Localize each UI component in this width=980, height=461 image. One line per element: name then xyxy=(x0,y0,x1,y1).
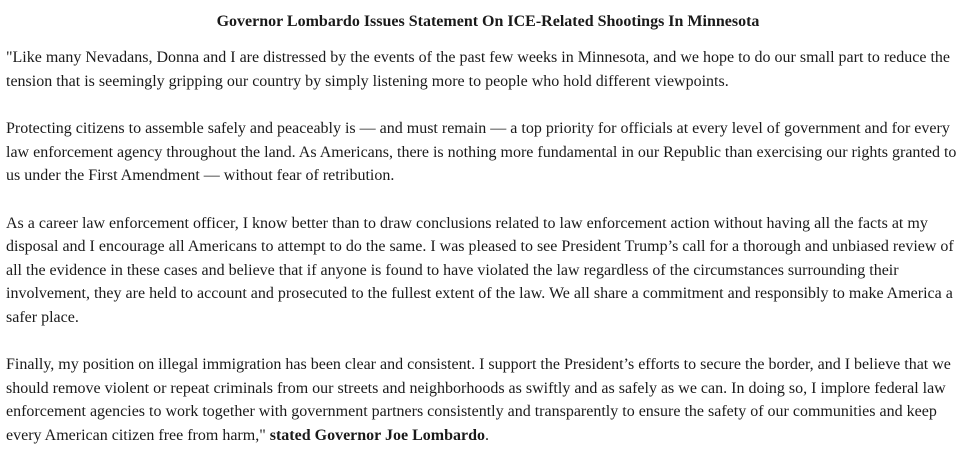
statement-attribution: stated Governor Joe Lombardo xyxy=(269,426,485,444)
statement-title: Governor Lombardo Issues Statement On ICE-Related Shootings In Minnesota xyxy=(216,13,760,30)
statement-paragraph-4 xyxy=(6,353,962,447)
statement-paragraph-3: As a career law enforcement officer, I know better than to draw conclusions related to law enforcement action without having all the facts at my disposal and I encourage all Americans to attempt to do the same. I was pleased to see President Trump’s call for a thorough and unbiased review of all the evidence in these cases and believe that if anyone is found to have violated the law regardless of the circumstances surrounding their involvement, they are held to account and prosecuted to the fullest extent of the law. We all share a commitment and responsibly to make America a safer place. xyxy=(6,214,954,326)
statement-paragraph-2: Protecting citizens to assemble safely and peaceably is — and must remain — a top priority for officials at every level of government and for every law enforcement agency throughout the land. As Americans, there is nothing more fundamental in our Republic than exercising our rights granted to us under the First Amendment — without fear of retribution. xyxy=(6,120,957,184)
statement-paragraph-4-text: Finally, my position on illegal immigration has been clear and consistent. I support the President’s efforts to secure the border, and I believe that we should remove violent or repeat criminals from our streets and neighborhoods as swiftly and as safely as we can. In doing so, I implore federal law enforcement agencies to work together with government partners consistently and transparently to ensure the safety of our communities and keep every American citizen free from harm," xyxy=(6,356,951,444)
statement-end-punctuation: . xyxy=(484,426,489,444)
statement-paragraph-1: "Like many Nevadans, Donna and I are distressed by the events of the past few weeks in Minnesota, and we hope to do our small part to reduce the tension that is seemingly gripping our country by simply listening more to people who hold different viewpoints. xyxy=(6,49,951,90)
